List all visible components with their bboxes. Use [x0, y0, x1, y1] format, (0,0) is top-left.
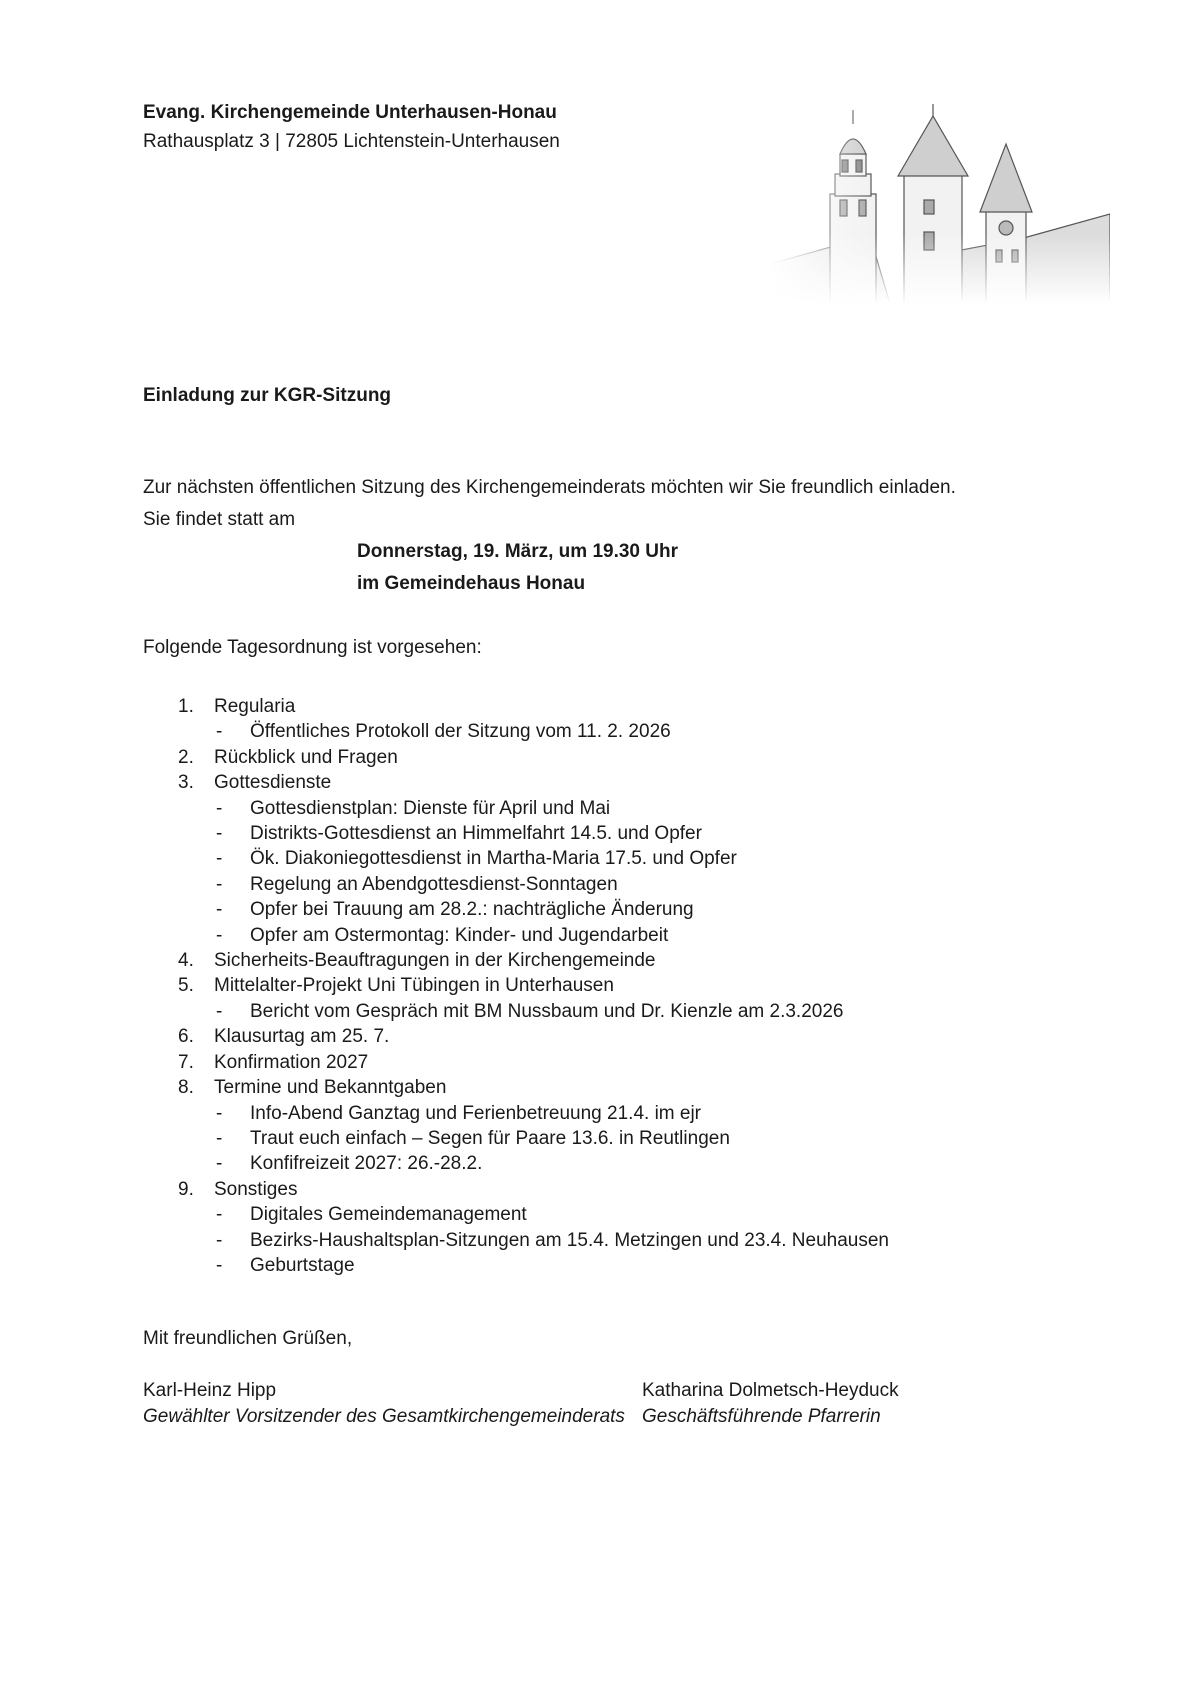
agenda-subitem: [178, 821, 889, 846]
agenda-item: [178, 1177, 889, 1202]
intro-line: Zur nächsten öffentlichen Sitzung des Kirchengemeinderats möchten wir Sie freundlich einladen.: [143, 477, 956, 498]
agenda-subitem-text: Traut euch einfach – Segen für Paare 13.6. in Reutlingen: [250, 1127, 730, 1149]
agenda-subitem-text: Konfifreizeit 2027: 26.-28.2.: [250, 1153, 483, 1175]
agenda-item: [178, 745, 889, 770]
agenda-subitem-text: Info-Abend Ganztag und Ferienbetreuung 21.4. im ejr: [250, 1102, 702, 1124]
agenda-subitem: [178, 1101, 889, 1126]
event-datetime: Donnerstag, 19. März, um 19.30 Uhr: [357, 541, 678, 562]
agenda-subitem-text: Ök. Diakoniegottesdienst in Martha-Maria 17.5. und Opfer: [250, 848, 737, 870]
signature-block: [642, 1378, 899, 1430]
agenda-list: [178, 694, 889, 1278]
agenda-item: [178, 1024, 889, 1049]
agenda-subitem: [178, 719, 889, 744]
organization-address: Rathausplatz 3 | 72805 Lichtenstein-Unterhausen: [143, 131, 560, 152]
dash-bullet-icon: -: [216, 848, 223, 870]
church-towers-icon: [770, 104, 1110, 304]
dash-bullet-icon: -: [216, 1254, 223, 1276]
dash-bullet-icon: -: [216, 1000, 223, 1022]
dash-bullet-icon: -: [216, 721, 223, 743]
agenda-subitem-text: Bericht vom Gespräch mit BM Nussbaum und Dr. Kienzle am 2.3.2026: [250, 1000, 844, 1022]
event-location: im Gemeindehaus Honau: [357, 573, 586, 594]
dash-bullet-icon: -: [216, 1204, 223, 1226]
agenda-item-number: 1.: [178, 696, 194, 717]
agenda-intro: Folgende Tagesordnung ist vorgesehen:: [143, 637, 482, 658]
agenda-subitem-text: Gottesdienstplan: Dienste für April und Mai: [250, 797, 611, 819]
intro-line: Sie findet statt am: [143, 509, 296, 530]
signature-role: Gewählter Vorsitzender des Gesamtkirchengemeinderats: [143, 1406, 625, 1427]
dash-bullet-icon: -: [216, 823, 223, 845]
agenda-item-text: Klausurtag am 25. 7.: [214, 1026, 390, 1048]
dash-bullet-icon: -: [216, 1153, 223, 1175]
agenda-item-text: Regularia: [214, 696, 296, 717]
agenda-subitem-text: Opfer bei Trauung am 28.2.: nachträgliche Änderung: [250, 899, 694, 921]
agenda-subitem-text: Regelung an Abendgottesdienst-Sonntagen: [250, 873, 618, 895]
agenda-item-number: 2.: [178, 746, 194, 768]
agenda-item-text: Konfirmation 2027: [214, 1051, 369, 1073]
agenda-subitem-text: Öffentliches Protokoll der Sitzung vom 11. 2. 2026: [250, 721, 671, 743]
agenda-subitem: [178, 897, 889, 922]
agenda-item: [178, 973, 889, 998]
agenda-subitem: [178, 1151, 889, 1176]
agenda-subitem-text: Digitales Gemeindemanagement: [250, 1204, 527, 1226]
agenda-item-number: 5.: [178, 975, 194, 997]
agenda-subitem: [178, 1228, 889, 1253]
document-title: Einladung zur KGR-Sitzung: [143, 385, 392, 406]
agenda-item: [178, 948, 889, 973]
agenda-item: [178, 770, 889, 795]
event-details: [357, 536, 678, 600]
agenda-item-number: 8.: [178, 1077, 194, 1099]
agenda-item-text: Sonstiges: [214, 1178, 298, 1200]
agenda-item-number: 3.: [178, 772, 194, 794]
dash-bullet-icon: -: [216, 1102, 223, 1124]
agenda-subitem: [178, 1202, 889, 1227]
agenda-item-text: Sicherheits-Beauftragungen in der Kirchengemeinde: [214, 950, 656, 972]
signature-name: Karl-Heinz Hipp: [143, 1380, 277, 1401]
agenda-subitem: [178, 872, 889, 897]
agenda-item-number: 6.: [178, 1026, 194, 1048]
signature-role: Geschäftsführende Pfarrerin: [642, 1406, 881, 1427]
signature-name: Katharina Dolmetsch-Heyduck: [642, 1380, 899, 1401]
agenda-subitem: [178, 999, 889, 1024]
agenda-subitem: [178, 1253, 889, 1278]
agenda-item: [178, 1050, 889, 1075]
agenda-item-text: Termine und Bekanntgaben: [214, 1077, 447, 1099]
dash-bullet-icon: -: [216, 1127, 223, 1149]
agenda-subitem: [178, 796, 889, 821]
agenda-subitem-text: Geburtstage: [250, 1254, 355, 1276]
dash-bullet-icon: -: [216, 899, 223, 921]
agenda-item-number: 7.: [178, 1051, 194, 1073]
closing-greeting: Mit freundlichen Grüßen,: [143, 1328, 353, 1349]
agenda-item-number: 4.: [178, 950, 194, 972]
dash-bullet-icon: -: [216, 924, 223, 946]
agenda-subitem: [178, 923, 889, 948]
intro-paragraph: [143, 472, 956, 536]
dash-bullet-icon: -: [216, 797, 223, 819]
agenda-subitem-text: Bezirks-Haushaltsplan-Sitzungen am 15.4. Metzingen und 23.4. Neuhausen: [250, 1229, 889, 1251]
agenda-item: [178, 1075, 889, 1100]
agenda-item-number: 9.: [178, 1178, 194, 1200]
agenda-item: [178, 694, 889, 719]
agenda-item-text: Gottesdienste: [214, 772, 332, 794]
agenda-subitem: [178, 1126, 889, 1151]
agenda-item-text: Mittelalter-Projekt Uni Tübingen in Unterhausen: [214, 975, 614, 997]
agenda-subitem: [178, 846, 889, 871]
dash-bullet-icon: -: [216, 1229, 223, 1251]
agenda-subitem-text: Distrikts-Gottesdienst an Himmelfahrt 14.5. und Opfer: [250, 823, 702, 845]
organization-name: Evang. Kirchengemeinde Unterhausen-Honau: [143, 102, 557, 123]
signature-block: [143, 1378, 625, 1430]
agenda-item-text: Rückblick und Fragen: [214, 746, 398, 768]
dash-bullet-icon: -: [216, 873, 223, 895]
agenda-subitem-text: Opfer am Ostermontag: Kinder- und Jugendarbeit: [250, 924, 669, 946]
